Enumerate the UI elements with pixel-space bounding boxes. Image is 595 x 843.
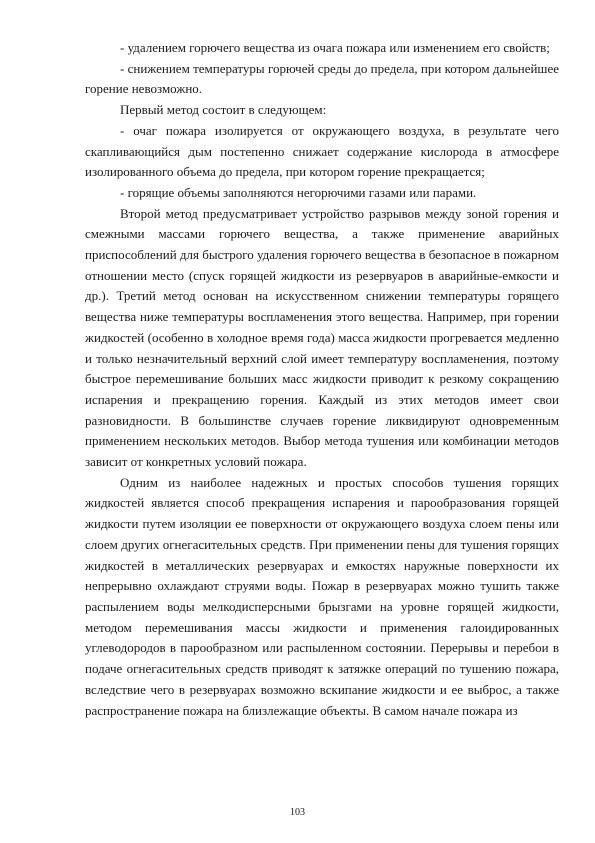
page-number: 103 (290, 807, 305, 818)
paragraph-second-third-methods: Второй метод предусматривает устройство разрывов между зоной горения и смежными массами горючего вещества, а также применение аварийных приспособлений для быстрого удаления горючего вещества в безопасное в пожарном отношении место (спуск горящей жидкости из резервуаров в аварийные-емкости и др.). Третий метод основан на искусственном снижении температуры горящего вещества ниже температуры воспламенения этого вещества. Например, при горении жидкостей (особенно в холодное время года) масса жидкости прогревается медленно и только незначительный верхний слой имеет температуру воспламенения, поэтому быстрое перемешивание больших масс жидкости приводит к резкому сокращению испарения и прекращению горения. Каждый из этих методов имеет свои разновидности. В большинстве случаев горение ликвидируют одновременным применением нескольких методов. Выбор метода тушения или комбинации методов зависит от конкретных условий пожара. (85, 205, 559, 470)
paragraph-bullet-removal: - удалением горючего вещества из очага пожара или изменением его свойств; (120, 40, 550, 55)
paragraph-bullet-inert-gas: - горящие объемы заполняются негорючими газами или парами. (120, 184, 477, 200)
paragraph-foam-extinguishing: Одним из наиболее надежных и простых способов тушения горящих жидкостей является способ прекращения испарения и парообразования горящей жидкости путем изоляции ее поверхности от окружающего воздуха слоем пены или слоем других огнегасительных средств. При применении пены для тушения горящих жидкостей в металлических резервуарах и емкостях наружные поверхности их непрерывно охлаждают струями воды. Пожар в резервуарах можно тушить также распылением воды мелкодисперсными брызгами на уровне горящей жидкости, методом перемешивания массы жидкости и применения галоидированных углеводородов в парообразном или распыленном состоянии. Перерывы и перебои в подаче огнегасительных средств приводят к затяжке операций по тушению пожара, вследствие чего в резервуарах возможно вскипание жидкости и ее выброс, а также распространение пожара на близлежащие объекты. В самом начале пожара из (85, 474, 559, 718)
document-body (85, 38, 559, 721)
paragraph-first-method-intro: Первый метод состоит в следующем: (120, 102, 327, 118)
paragraph-bullet-isolation: - очаг пожара изолируется от окружающего воздуха, в результате чего скапливающийся дым постепенно снижает содержание кислорода в атмосфере изолированного объема до предела, при котором горение прекращается; (85, 122, 559, 180)
paragraph-bullet-cooling: - снижением температуры горючей среды до предела, при котором дальнейшее горение невозможно. (85, 60, 559, 97)
